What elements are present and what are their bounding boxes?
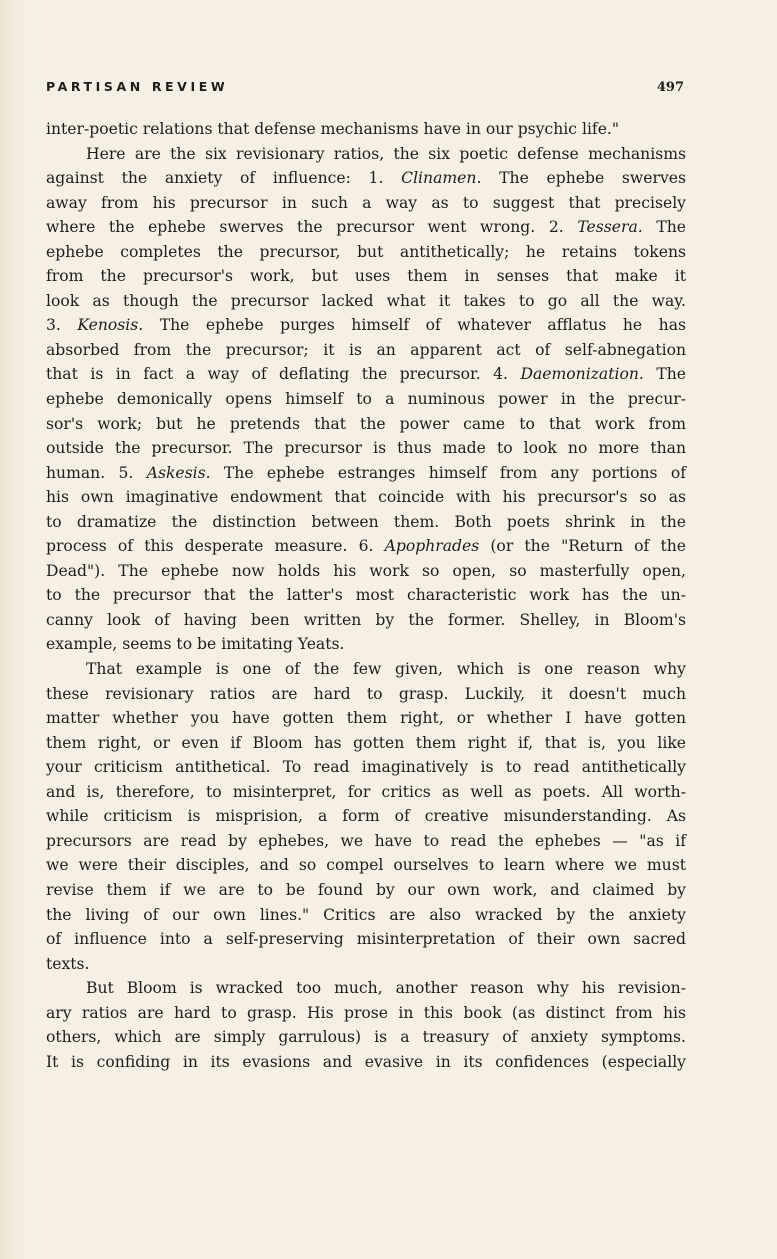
- text-segment: inter-poetic relations that defense mechanisms have in our psychic life.": [46, 120, 620, 138]
- text-segment: canny look of having been written by the former. Shelley, in Bloom's: [46, 610, 686, 629]
- italic-term: Clinamen.: [401, 169, 482, 188]
- text-line: [46, 191, 686, 216]
- text-line: [46, 804, 686, 829]
- text-line: [46, 264, 686, 289]
- text-segment: to the precursor that the latter's most characteristic work has the un-: [46, 586, 686, 605]
- text-line: [46, 215, 686, 240]
- text-line: [46, 903, 686, 928]
- italic-term: Daemonization.: [520, 365, 644, 384]
- text-segment: these revisionary ratios are hard to grasp. Luckily, it doesn't much: [46, 684, 686, 703]
- text-segment: the living of our own lines." Critics are also wracked by the anxiety: [46, 905, 686, 924]
- text-line: [46, 657, 686, 682]
- text-line: [46, 829, 686, 854]
- text-segment: to dramatize the distinction between them. Both poets shrink in the: [46, 512, 686, 531]
- text-line: [46, 780, 686, 805]
- text-line: [46, 436, 686, 461]
- body-text: [46, 117, 686, 1074]
- text-line: [46, 412, 686, 437]
- text-segment: his own imaginative endowment that coincide with his precursor's so as: [46, 488, 686, 507]
- italic-term: Tessera.: [577, 218, 643, 237]
- text-segment: look as though the precursor lacked what it takes to go all the way.: [46, 291, 686, 310]
- text-line: [46, 387, 686, 412]
- text-segment: That example is one of the few given, which is one reason why: [86, 660, 686, 679]
- italic-term: Askesis.: [146, 463, 211, 482]
- text-segment: that is in fact a way of deflating the precursor. 4.: [46, 365, 521, 384]
- text-segment: The: [642, 218, 686, 237]
- text-line: [46, 559, 686, 584]
- text-segment: texts.: [46, 954, 90, 973]
- text-line: [46, 117, 686, 142]
- text-line: [46, 338, 686, 363]
- text-segment: Dead"). The ephebe now holds his work so open, so masterfully open,: [46, 561, 686, 580]
- text-segment: while criticism is misprision, a form of creative misunderstanding. As: [46, 807, 686, 826]
- text-segment: absorbed from the precursor; it is an apparent act of self-abnegation: [46, 340, 686, 359]
- text-segment: we were their disciples, and so compel ourselves to learn where we must: [46, 856, 686, 875]
- text-segment: your criticism antithetical. To read imaginatively is to read antithetically: [46, 758, 686, 777]
- text-line: [46, 583, 686, 608]
- text-segment: The: [643, 365, 686, 384]
- text-line: [46, 142, 686, 167]
- text-segment: The ephebe estranges himself from any portions of: [210, 463, 686, 482]
- text-line: [46, 706, 686, 731]
- text-line: [46, 608, 686, 633]
- text-line: [46, 166, 686, 191]
- text-segment: ephebe demonically opens himself to a numinous power in the precur-: [46, 390, 686, 409]
- italic-term: Kenosis.: [77, 316, 144, 335]
- text-line: [46, 755, 686, 780]
- text-line: [46, 976, 686, 1001]
- text-line: [46, 362, 686, 387]
- text-line: [46, 510, 686, 535]
- text-line: [46, 1025, 686, 1050]
- text-line: [46, 313, 686, 338]
- text-line: [46, 289, 686, 314]
- journal-title: PARTISAN REVIEW: [46, 79, 229, 94]
- text-segment: ephebe completes the precursor, but antithetically; he retains tokens: [46, 242, 686, 261]
- text-line: [46, 682, 686, 707]
- text-segment: precursors are read by ephebes, we have to read the ephebes — "as if: [46, 831, 686, 850]
- text-segment: of influence into a self-preserving misinterpretation of their own sacred: [46, 930, 686, 949]
- text-segment: them right, or even if Bloom has gotten them right if, that is, you like: [46, 733, 686, 752]
- text-segment: against the anxiety of influence: 1.: [46, 169, 402, 188]
- text-segment: matter whether you have gotten them right, or whether I have gotten: [46, 709, 686, 728]
- text-line: [46, 927, 686, 952]
- text-segment: away from his precursor in such a way as to suggest that precisely: [46, 193, 686, 212]
- text-line: [46, 461, 686, 486]
- text-segment: The ephebe purges himself of whatever afflatus he has: [143, 316, 686, 335]
- page-number: 497: [656, 80, 684, 95]
- text-segment: The ephebe swerves: [481, 169, 686, 188]
- text-line: [46, 731, 686, 756]
- text-segment: from the precursor's work, but uses them in senses that make it: [46, 267, 686, 286]
- text-segment: others, which are simply garrulous) is a treasury of anxiety symptoms.: [46, 1028, 686, 1047]
- text-segment: example, seems to be imitating Yeats.: [46, 635, 345, 654]
- text-segment: Here are the six revisionary ratios, the six poetic defense mechanisms: [86, 144, 686, 163]
- text-segment: revise them if we are to be found by our own work, and claimed by: [46, 880, 686, 899]
- text-segment: It is confiding in its evasions and evasive in its confidences (especially: [46, 1052, 686, 1071]
- text-segment: 3.: [46, 316, 78, 335]
- text-segment: (or the "Return of the: [479, 537, 686, 556]
- text-segment: process of this desperate measure. 6.: [46, 537, 385, 556]
- text-line: [46, 952, 686, 977]
- text-line: [46, 632, 686, 657]
- italic-term: Apophrades: [384, 537, 480, 556]
- text-segment: sor's work; but he pretends that the power came to that work from: [46, 414, 686, 433]
- text-line: [46, 534, 686, 559]
- text-line: [46, 1001, 686, 1026]
- text-segment: outside the precursor. The precursor is thus made to look no more than: [46, 439, 686, 458]
- text-segment: and is, therefore, to misinterpret, for critics as well as poets. All worth-: [46, 782, 686, 801]
- text-line: [46, 878, 686, 903]
- text-segment: where the ephebe swerves the precursor went wrong. 2.: [46, 218, 578, 237]
- text-segment: But Bloom is wracked too much, another reason why his revision-: [86, 979, 686, 998]
- text-line: [46, 853, 686, 878]
- text-segment: human. 5.: [46, 463, 147, 482]
- text-line: [46, 1050, 686, 1075]
- running-head: [46, 79, 684, 99]
- text-line: [46, 240, 686, 265]
- text-line: [46, 485, 686, 510]
- text-segment: ary ratios are hard to grasp. His prose in this book (as distinct from his: [46, 1003, 686, 1022]
